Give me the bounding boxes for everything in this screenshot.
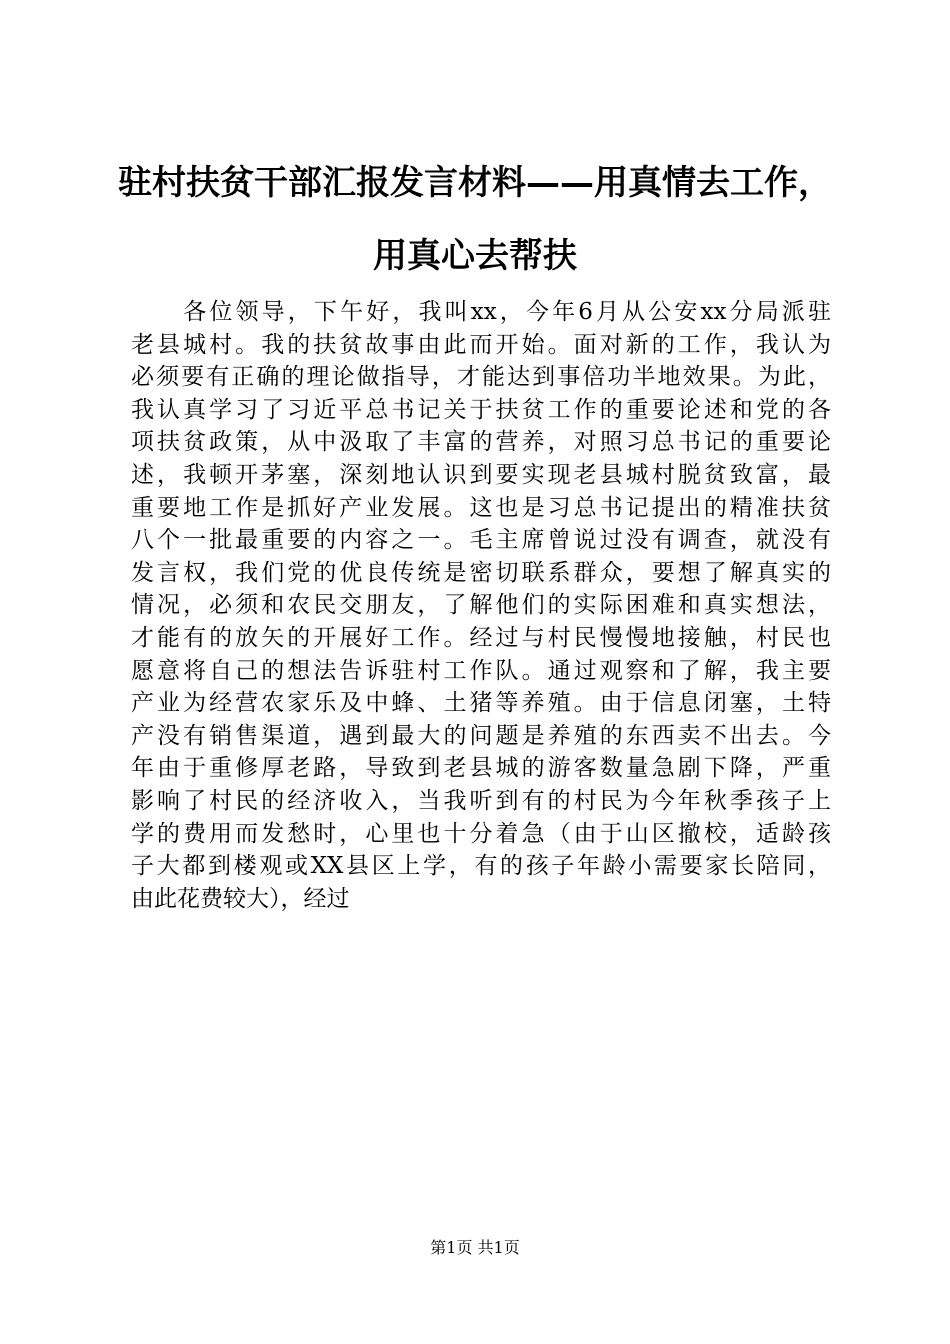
document-title-line-1: 驻村扶贫干部汇报发言材料——用真情去工作，: [118, 163, 832, 203]
body-line: 影响了村民的经济收入，当我听到有的村民为今年秋季孩子上: [131, 787, 831, 814]
body-line: 情况，必须和农民交朋友，了解他们的实际困难和真实想法，: [131, 592, 831, 619]
body-line: 我认真学习了习近平总书记关于扶贫工作的重要论述和党的各: [131, 396, 831, 423]
body-line: 愿意将自己的想法告诉驻村工作队。通过观察和了解，我主要: [131, 657, 831, 684]
body-line: 老县城村。我的扶贫故事由此而开始。面对新的工作，我认为: [131, 331, 831, 358]
body-line: 各位领导，下午好，我叫xx，今年6月从公安xx分局派驻: [131, 299, 831, 325]
body-line: 八个一批最重要的内容之一。毛主席曾说过没有调查，就没有: [131, 527, 831, 554]
body-line: 必须要有正确的理论做指导，才能达到事倍功半地效果。为此，: [131, 364, 831, 391]
body-line: 年由于重修厚老路，导致到老县城的游客数量急剧下降，严重: [131, 755, 831, 782]
document-body: [131, 296, 831, 915]
body-line: 产没有销售渠道，遇到最大的问题是养殖的东西卖不出去。今: [131, 722, 831, 749]
page-footer: 第1页 共1页: [430, 1238, 520, 1257]
body-line: 述，我顿开茅塞，深刻地认识到要实现老县城村脱贫致富，最: [131, 461, 831, 488]
body-line: 重要地工作是抓好产业发展。这也是习总书记提出的精准扶贫: [131, 494, 831, 521]
body-line: 子大都到楼观或XX县区上学，有的孩子年龄小需要家长陪同，: [131, 853, 831, 880]
body-line: 产业为经营农家乐及中蜂、土猪等养殖。由于信息闭塞，土特: [131, 690, 831, 717]
body-line: 发言权，我们党的优良传统是密切联系群众，要想了解真实的: [131, 559, 831, 586]
body-line: 才能有的放矢的开展好工作。经过与村民慢慢地接触，村民也: [131, 624, 831, 651]
body-line: 学的费用而发愁时，心里也十分着急（由于山区撤校，适龄孩: [131, 820, 831, 847]
document-title-line-2: 用真心去帮扶: [373, 236, 577, 276]
body-line: 由此花费较大），经过: [131, 885, 350, 912]
body-line: 项扶贫政策，从中汲取了丰富的营养，对照习总书记的重要论: [131, 429, 831, 456]
